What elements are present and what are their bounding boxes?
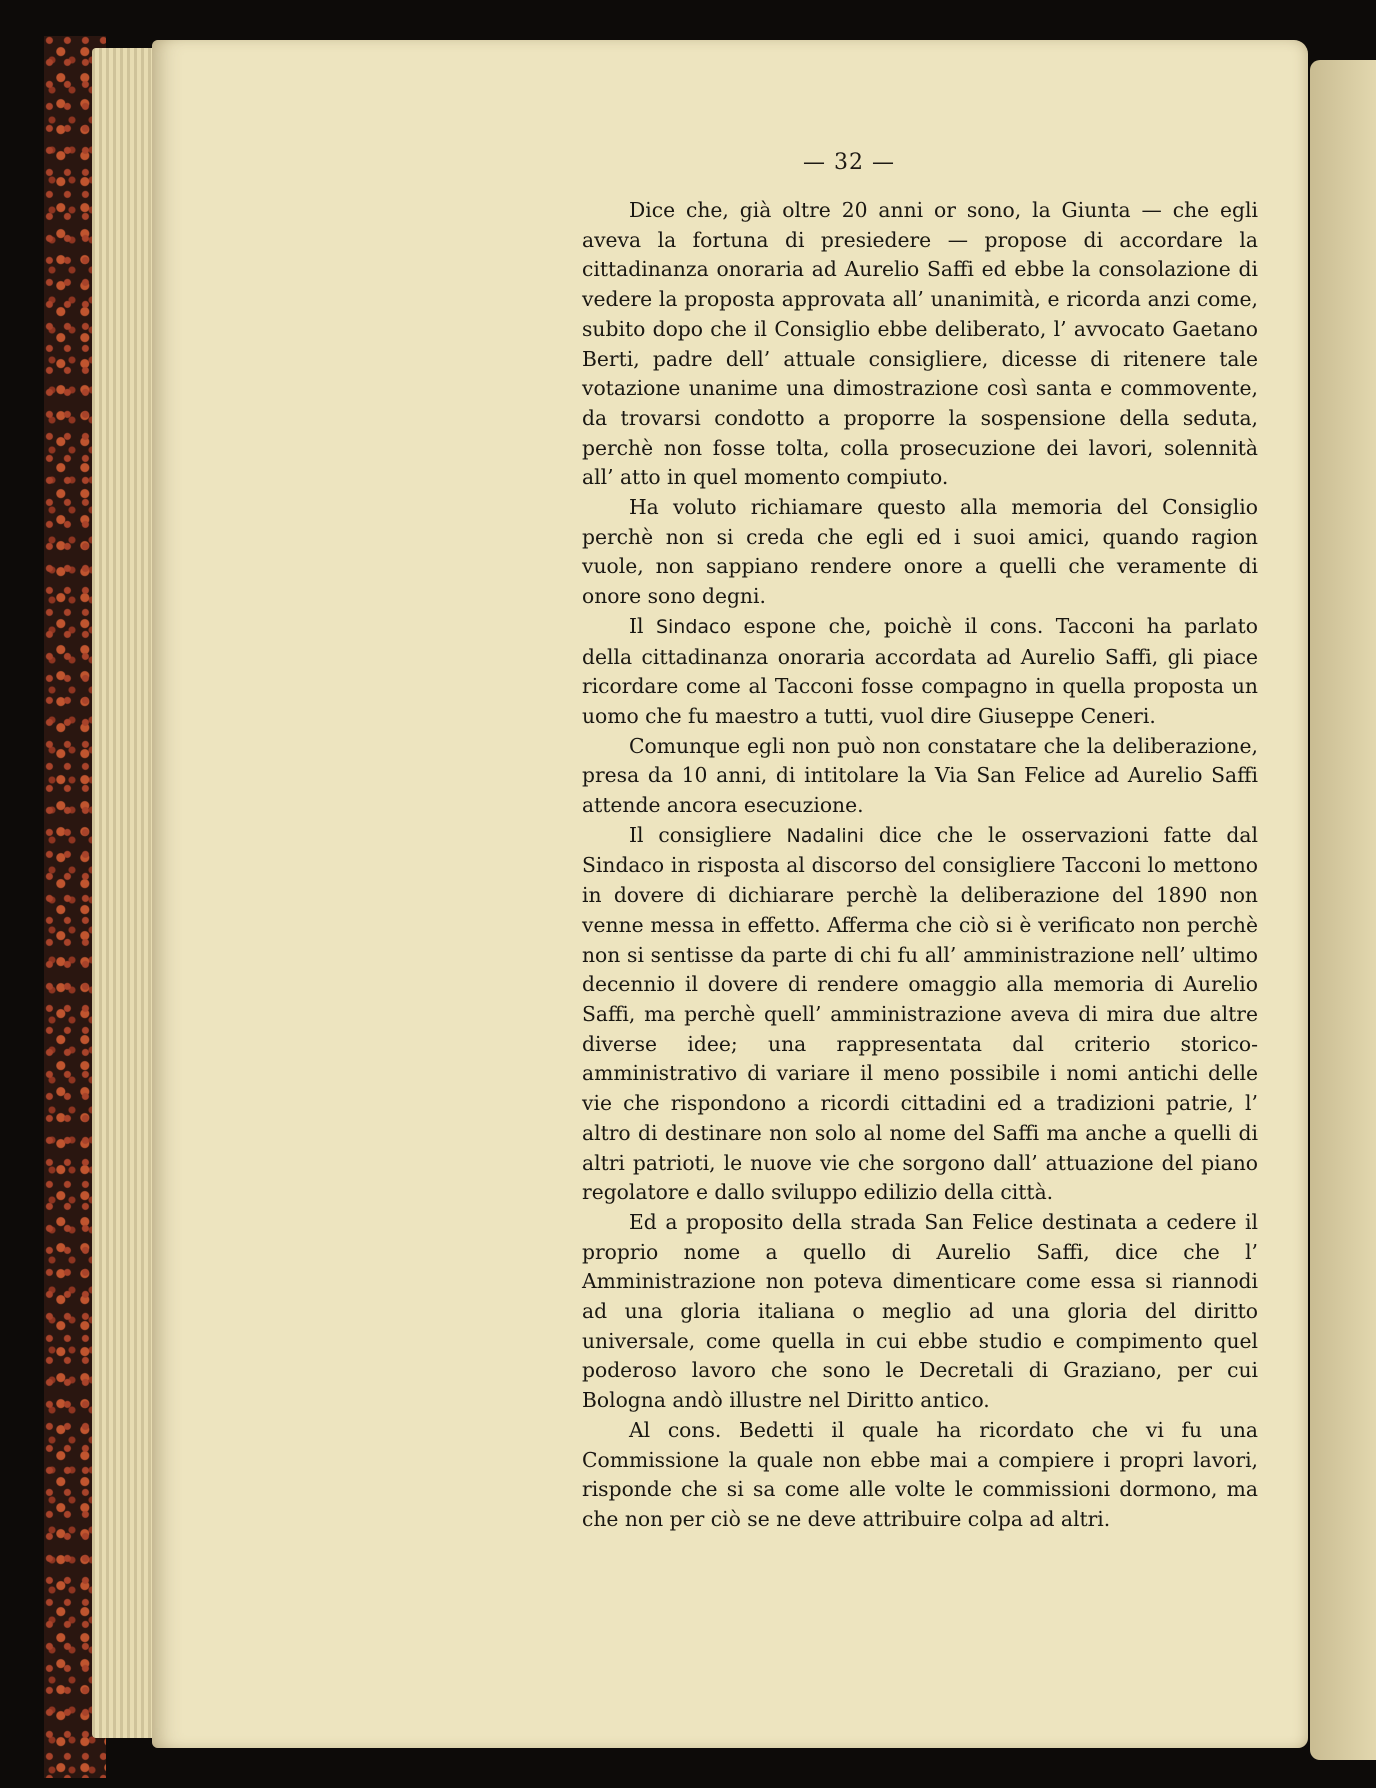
page-number: — 32 — bbox=[803, 150, 895, 175]
paragraph-3: Il Sindaco espone che, poichè il cons. Tacconi ha parlato della cittadinanza onoraria accordata ad Aurelio Saffi, gli piace ricordare come al Tacconi fosse compagno in quella proposta un uomo che fu maestro a tutti, vuol dire Giuseppe Ceneri. bbox=[582, 613, 1258, 728]
speaker-name: Sindaco bbox=[655, 615, 732, 638]
paragraph-1: Dice che, già oltre 20 anni or sono, la Giunta — che egli aveva la fortuna di presiedere — propose di accordare la cittadinanza onoraria ad Aurelio Saffi ed ebbe la consolazione di vedere la proposta approvata all’ unanimità, e ricorda anzi come, subito dopo che il Consiglio ebbe deliberato, l’ avvocato Gaetano Berti, padre dell’ attuale consigliere, dicesse di ritenere tale votazione unanime una dimostrazione così santa e commovente, da trovarsi condotto a proporre la sospensione della seduta, perchè non fosse tolta, colla prosecuzione dei lavori, solennità all’ atto in quel momento compiuto. bbox=[582, 198, 1258, 490]
facing-page-edge bbox=[1310, 60, 1376, 1760]
body-text bbox=[582, 196, 1258, 1535]
paragraph-2: Ha voluto richiamare questo alla memoria del Consiglio perchè non si creda che egli ed i suoi amici, quando ragion vuole, non sappiano rendere onore a quelli che veramente di onore sono degni. bbox=[582, 495, 1258, 609]
speaker-name: Nadalini bbox=[786, 824, 864, 847]
paragraph-6: Ed a proposito della strada San Felice destinata a cedere il proprio nome a quello di Aurelio Saffi, dice che l’ Amministrazione non poteva dimenticare come essa si riannodi ad una gloria italiana o meglio ad una gloria del diritto universale, come quella in cui ebbe studio e compimento quel poderoso lavoro che sono le Decretali di Graziano, per cui Bologna andò illustre nel Diritto antico. bbox=[582, 1209, 1258, 1413]
paragraph-7: Al cons. Bedetti il quale ha ricordato che vi fu una Commissione la quale non ebbe mai a compiere i propri lavori, risponde che si sa come alle volte le commissioni dormono, ma che non per ciò se ne deve attribuire colpa ad altri. bbox=[582, 1417, 1258, 1531]
paragraph-4: Comunque egli non può non constatare che la deliberazione, presa da 10 anni, di intitolare la Via San Felice ad Aurelio Saffi attende ancora esecuzione. bbox=[582, 733, 1258, 818]
paragraph-5: Il consigliere Nadalini dice che le osservazioni fatte dal Sindaco in risposta al discorso del consigliere Tacconi lo mettono in dovere di dichiarare perchè la deliberazione del 1890 non venne messa in effetto. Afferma che ciò si è verificato non perchè non si sentisse da parte di chi fu all’ amministrazione nell’ ultimo decennio il dovere di rendere omaggio alla memoria di Aurelio Saffi, ma perchè quell’ amministrazione aveva di mira due altre diverse idee; una rappresentata dal criterio storico-amministrativo di variare il meno possibile i nomi antichi delle vie che rispondono a ricordi cittadini ed a tradizioni patrie, l’ altro di destinare non solo al nome del Saffi ma anche a quelli di altri patrioti, le nuove vie che sorgono dall’ attuazione del piano regolatore e dallo sviluppo edilizio della città. bbox=[582, 822, 1258, 1205]
